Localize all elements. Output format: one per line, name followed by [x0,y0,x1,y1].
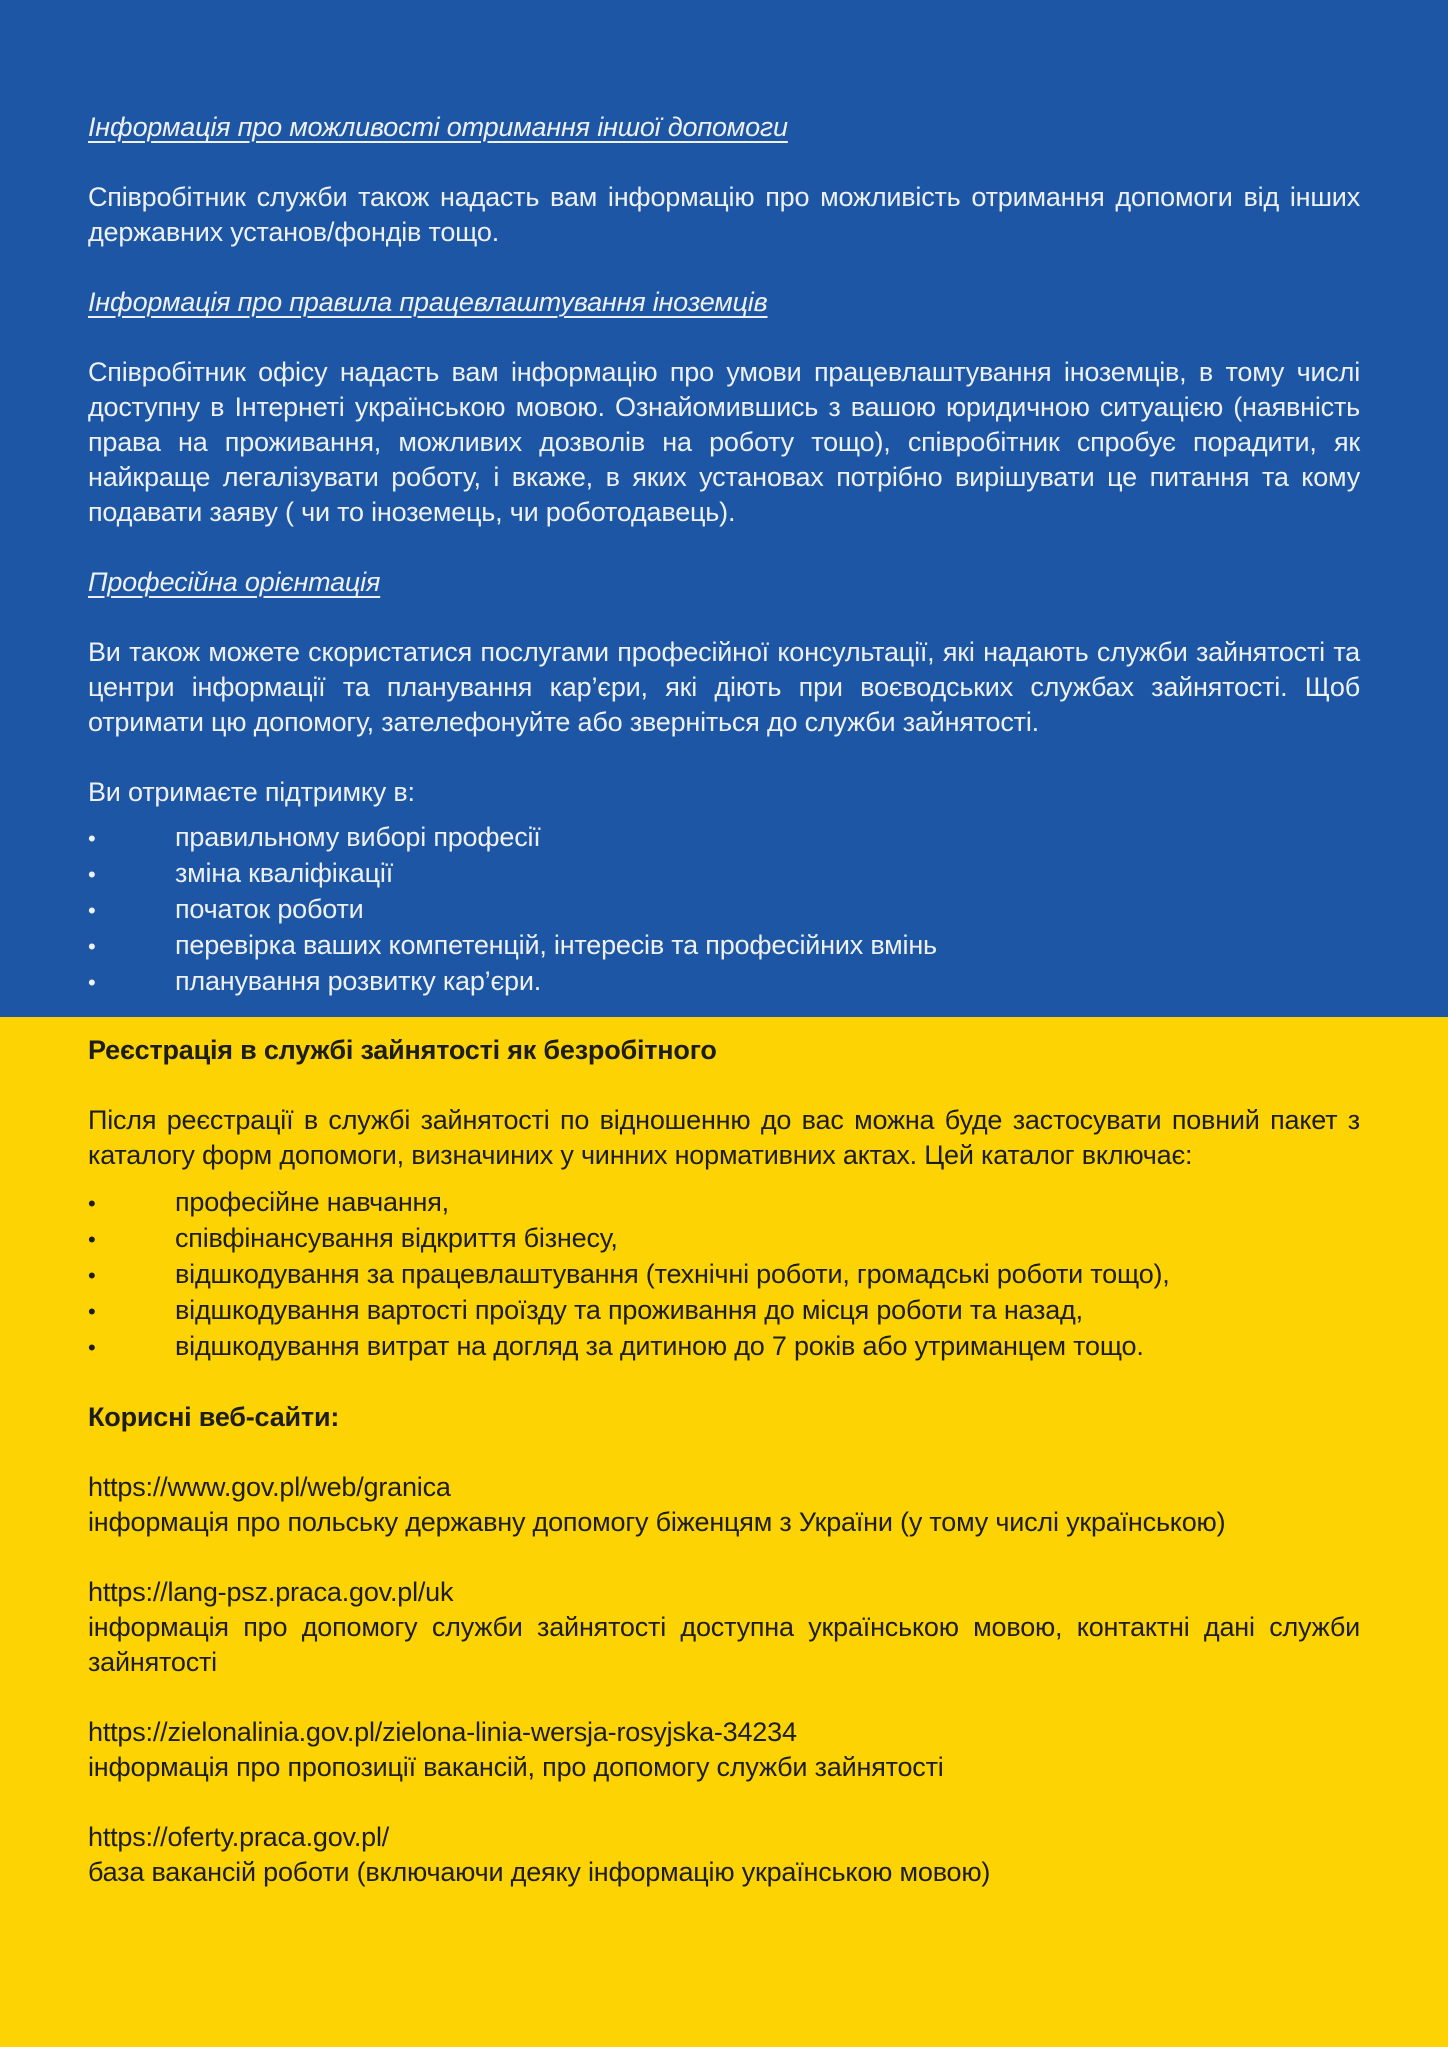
list-item-text: зміна кваліфікації [175,858,393,888]
yellow-section [0,1017,1448,2047]
website-description: база вакансій роботи (включаючи деяку інформацію українською мовою) [88,1857,991,1887]
list-item-text: планування розвитку кар’єри. [175,966,542,996]
website-link[interactable]: https://www.gov.pl/web/granica [88,1472,451,1502]
list-item-text: відшкодування вартості проїзду та проживання до місця роботи та назад, [175,1295,1083,1325]
bullet-icon: • [88,1191,96,1216]
list-item [88,820,1360,856]
list-item [88,928,1360,964]
benefits-list [88,1185,1360,1365]
registration-heading: Реєстрація в службі зайнятості як безробітного [88,1035,717,1065]
blue-section [0,0,1448,1017]
bullet-icon: • [88,826,96,851]
list-item-text: відшкодування витрат на догляд за дитиною до 7 років або утриманцем тощо. [175,1331,1144,1361]
topic-paragraph-other-help: Співробітник служби також надасть вам інформацію про можливість отримання допомоги від інших державних установ/фондів тощо. [88,182,1360,247]
list-item [88,1221,1360,1257]
website-entry-zielonalinia [88,1715,1360,1785]
websites-heading: Корисні веб-сайти: [88,1402,340,1432]
website-link[interactable]: https://zielonalinia.gov.pl/zielona-linia-wersja-rosyjska-34234 [88,1717,797,1747]
list-item [88,964,1360,1000]
list-item-text: перевірка ваших компетенцій, інтересів та професійних вмінь [175,930,937,960]
support-list [88,820,1360,1000]
registration-paragraph: Після реєстрації в службі зайнятості по відношенню до вас можна буде застосувати повний пакет з каталогу форм допомоги, визначиних у чинних нормативних актах. Цей каталог включає: [88,1105,1360,1170]
list-item [88,892,1360,928]
topic-heading-other-help: Інформація про можливості отримання іншої допомоги [88,112,788,142]
list-item [88,1185,1360,1221]
topic-heading-employment-rules: Інформація про правила працевлаштування іноземців [88,287,768,317]
topic-paragraph-employment-rules: Співробітник офісу надасть вам інформацію про умови працевлаштування іноземців, в тому числі доступну в Інтернеті українською мовою. Ознайомившись з вашою юридичною ситуацією (наявність права на проживання, можливих дозволів на роботу тощо), співробітник спробує порадити, як найкраще легалізувати роботу, і вкаже, в яких установах потрібно вирішувати це питання та кому подавати заяву ( чи то іноземець, чи роботодавець). [88,357,1360,527]
website-link[interactable]: https://oferty.praca.gov.pl/ [88,1822,390,1852]
yellow-section-content [88,1033,1360,1890]
bullet-icon: • [88,934,96,959]
bullet-icon: • [88,1299,96,1324]
blue-section-content [88,110,1360,1000]
website-entry-lang-psz [88,1575,1360,1680]
website-description: інформація про пропозиції вакансій, про допомогу служби зайнятості [88,1752,944,1782]
website-description: інформація про польську державну допомогу біженцям з України (у тому числі українською) [88,1507,1226,1537]
bullet-icon: • [88,898,96,923]
topic-paragraph-career-guidance: Ви також можете скористатися послугами професійної консультації, які надають служби зайнятості та центри інформації та планування кар’єри, які діють при воєводських службах зайнятості. Щоб отримати цю допомогу, зателефонуйте або зверніться до служби зайнятості. [88,637,1360,737]
bullet-icon: • [88,1227,96,1252]
bullet-icon: • [88,1263,96,1288]
list-item-text: початок роботи [175,894,364,924]
list-item-text: професійне навчання, [175,1187,449,1217]
list-item [88,856,1360,892]
list-item-text: відшкодування за працевлаштування (технічні роботи, громадські роботи тощо), [175,1259,1170,1289]
website-entry-oferty [88,1820,1360,1890]
website-entry-granica [88,1470,1360,1540]
list-item [88,1329,1360,1365]
topic-heading-career-guidance: Професійна орієнтація [88,567,381,597]
list-item [88,1293,1360,1329]
list-item [88,1257,1360,1293]
bullet-icon: • [88,1335,96,1360]
list-item-text: правильному виборі професії [175,822,541,852]
bullet-icon: • [88,862,96,887]
support-intro: Ви отримаєте підтримку в: [88,777,415,807]
bullet-icon: • [88,970,96,995]
list-item-text: співфінансування відкриття бізнесу, [175,1223,618,1253]
website-description: інформація про допомогу служби зайнятості доступна українською мовою, контактні дані служби зайнятості [88,1612,1360,1677]
website-link[interactable]: https://lang-psz.praca.gov.pl/uk [88,1577,454,1607]
